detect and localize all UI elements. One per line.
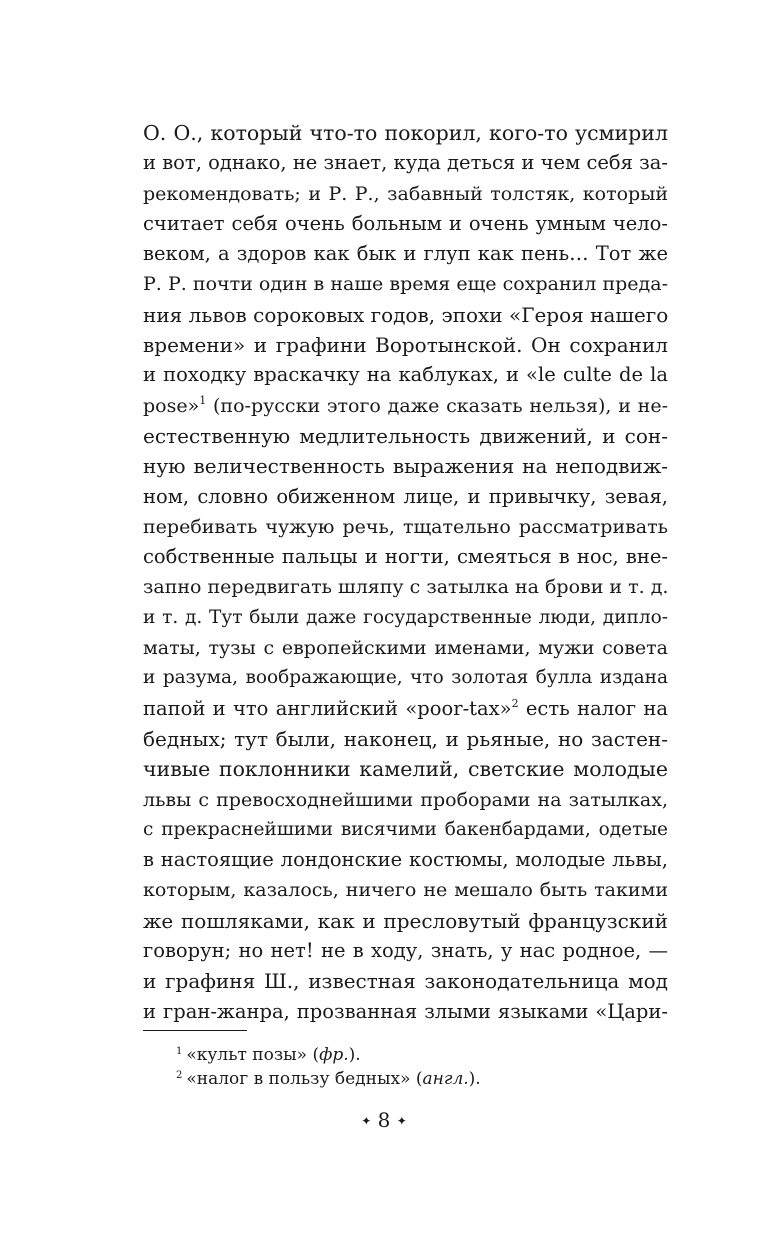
footnote-ref-2[interactable]: 2 — [511, 696, 519, 710]
text-line: О. О., который что-то покорил, кого-то усмирил — [143, 121, 668, 145]
page-number — [0, 1108, 768, 1132]
footnotes — [176, 1040, 481, 1088]
text-line: львы с превосходнейшими проборами на затылках, — [143, 788, 668, 811]
text-line: и вот, однако, не знает, куда деться и чем себя за- — [143, 151, 668, 175]
text-line: которым, казалось, ничего не мешало быть такими — [143, 879, 668, 902]
text-line: ную величественность выражения на неподвиж- — [143, 454, 668, 479]
text-line — [143, 391, 668, 421]
text-fragment: есть налог на — [518, 696, 668, 720]
footnote-number: 2 — [176, 1070, 183, 1081]
text-line: говорун; но нет! не в ходу, знать, у нас родное, — — [143, 939, 668, 963]
text-line: и гран-жанра, прозванная злыми языками «Цари- — [143, 999, 668, 1023]
text-line: ном, словно обиженном лице, и привычку, зевая, — [143, 484, 668, 508]
text-line: перебивать чужую речь, тщательно рассматривать — [143, 515, 668, 538]
footnote-number: 1 — [176, 1046, 183, 1057]
footnote-divider — [143, 1030, 247, 1031]
text-line: бедных; тут были, наконец, и рьяные, но застен- — [143, 726, 668, 751]
text-line: рекомендовать; и Р. Р., забавный толстяк, который — [143, 182, 668, 205]
text-line: считает себя очень больным и очень умным чело- — [143, 211, 668, 235]
text-line: Р. Р. почти один в наше время еще сохранил преда- — [143, 273, 668, 296]
text-line: маты, тузы с европейскими именами, мужи совета — [143, 637, 668, 660]
text-line: ния львов сороковых годов, эпохи «Героя нашего — [143, 302, 669, 327]
text-line: естественную медлительность движений, и сон- — [143, 423, 668, 448]
text-line: и графиня Ш., известная законодательница мод — [143, 969, 668, 994]
footnote-language: англ. — [422, 1069, 469, 1089]
footnote-ref-1[interactable]: 1 — [199, 393, 207, 407]
footnote-tail: ). — [348, 1045, 361, 1065]
body-text — [143, 118, 668, 1027]
footnote-2 — [176, 1064, 481, 1088]
text-line: собственные пальцы и ногти, смеяться в нос, вне- — [143, 545, 668, 569]
text-fragment: (по-русски этого даже сказать нельзя), и не- — [206, 394, 668, 417]
footnote-text: «налог в пользу бедных» ( — [186, 1069, 423, 1089]
text-fragment: pose» — [143, 394, 200, 417]
footnote-tail: ). — [468, 1069, 481, 1089]
ornament-right-icon: ✦ — [396, 1114, 407, 1128]
text-line: и походку враскачку на каблуках, и «le culte de la — [143, 363, 668, 387]
text-line: чивые поклонники камелий, светские молодые — [143, 757, 668, 782]
ornament-left-icon: ✦ — [361, 1114, 372, 1128]
text-line: времени» и графини Воротынской. Он сохранил — [143, 333, 668, 358]
text-fragment: папой и что английский «poor-tax» — [143, 696, 512, 720]
text-line — [143, 694, 668, 724]
text-line: и разума, воображающие, что золотая булла издана — [143, 667, 668, 689]
text-line: запно передвигать шляпу с затылка на брови и т. д. — [143, 576, 669, 599]
text-line: веком, а здоров как бык и глуп как пень… Тот же — [143, 242, 668, 266]
text-line: с прекраснейшими висячими бакенбардами, одетые — [143, 818, 668, 840]
footnote-language: фр. — [319, 1045, 349, 1065]
text-line: же пошляками, как и пресловутый французский — [143, 908, 668, 933]
page-number-value: 8 — [377, 1108, 391, 1132]
footnote-1 — [176, 1040, 481, 1064]
text-line: и т. д. Тут были даже государственные люди, дипло- — [143, 606, 668, 628]
text-line: в настоящие лондонские костюмы, молодые львы, — [143, 848, 668, 872]
footnote-text: «культ позы» ( — [186, 1045, 320, 1065]
